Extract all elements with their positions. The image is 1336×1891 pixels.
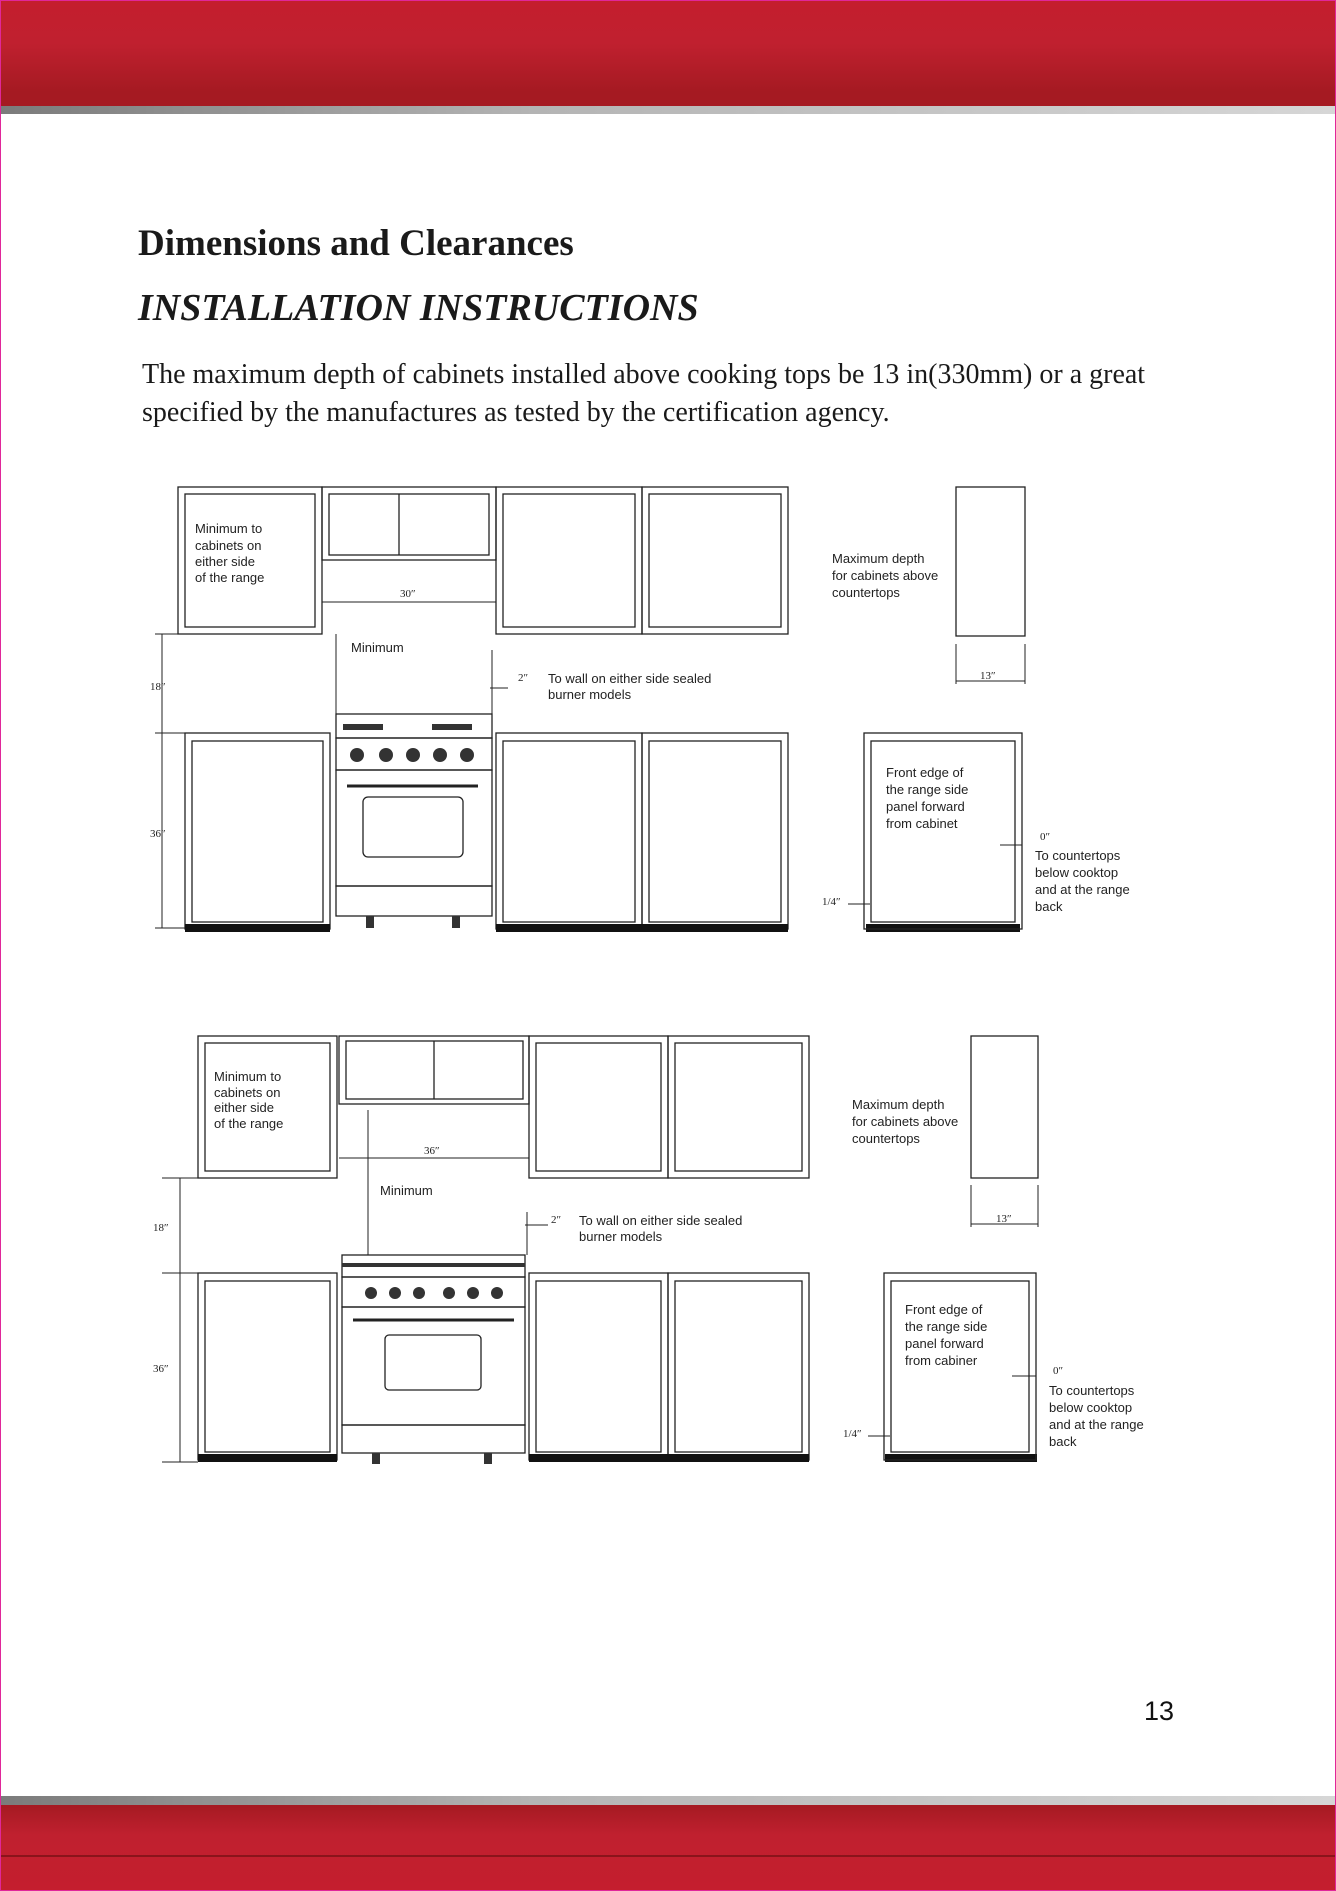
countertop-label-3: and at the range	[1049, 1417, 1144, 1432]
front-edge-label-3: panel forward	[886, 799, 965, 814]
front-edge-label-1: Front edge of	[886, 765, 964, 780]
page-subtitle: INSTALLATION INSTRUCTIONS	[138, 287, 699, 329]
max-depth-label-1: Maximum depth	[852, 1097, 945, 1112]
max-depth-label-3: countertops	[852, 1131, 920, 1146]
wall-label-2: burner models	[579, 1229, 663, 1244]
depth-dim: 13″	[996, 1213, 1012, 1225]
countertop-label-3: and at the range	[1035, 882, 1130, 897]
front-edge-label-3: panel forward	[905, 1336, 984, 1351]
intro-paragraph: The maximum depth of cabinets installed above cooking tops be 13 in(330mm) or a great specified by the manufactures as tested by the certification agency.	[142, 359, 1146, 428]
wall-label-1: To wall on either side sealed	[548, 671, 712, 686]
max-depth-label-3: countertops	[832, 585, 900, 600]
page-title: Dimensions and Clearances	[138, 223, 574, 264]
min-cabinets-label-2: cabinets on	[195, 538, 262, 553]
minimum-label: Minimum	[351, 640, 404, 655]
footer-line	[0, 1855, 1336, 1857]
height-upper-dim: 18″	[150, 681, 166, 693]
min-cabinets-label-2: cabinets on	[214, 1085, 281, 1100]
countertop-label-4: back	[1035, 899, 1063, 914]
max-depth-label-2: for cabinets above	[832, 568, 939, 583]
footer-band	[0, 1805, 1336, 1891]
wall-label-2: burner models	[548, 687, 632, 702]
min-cabinets-label-4: of the range	[195, 570, 265, 585]
zero-dim: 0″	[1040, 831, 1051, 843]
front-edge-label-1: Front edge of	[905, 1302, 983, 1317]
min-cabinets-label-1: Minimum to	[214, 1069, 282, 1084]
countertop-label-2: below cooktop	[1049, 1400, 1133, 1415]
front-edge-label-2: the range side	[905, 1319, 988, 1334]
footer-stripe	[0, 1796, 1336, 1805]
width-dim: 36″	[424, 1145, 440, 1157]
countertop-label-2: below cooktop	[1035, 865, 1119, 880]
max-depth-label-1: Maximum depth	[832, 551, 925, 566]
zero-dim: 0″	[1053, 1365, 1064, 1377]
min-cabinets-label-3: either side	[195, 554, 255, 569]
width-dim: 30″	[400, 588, 416, 600]
minimum-label: Minimum	[380, 1183, 433, 1198]
wall-dim: 2″	[518, 672, 529, 684]
front-edge-label-4: from cabiner	[905, 1353, 978, 1368]
countertop-label-1: To countertops	[1049, 1383, 1135, 1398]
height-lower-dim: 36″	[153, 1363, 169, 1375]
max-depth-label-2: for cabinets above	[852, 1114, 959, 1129]
quarter-dim: 1/4″	[843, 1428, 862, 1440]
min-cabinets-label-1: Minimum to	[195, 521, 263, 536]
wall-label-1: To wall on either side sealed	[579, 1213, 743, 1228]
min-cabinets-label-4: of the range	[214, 1116, 284, 1131]
countertop-label-1: To countertops	[1035, 848, 1121, 863]
height-upper-dim: 18″	[153, 1222, 169, 1234]
min-cabinets-label-3: either side	[214, 1100, 274, 1115]
depth-dim: 13″	[980, 670, 996, 682]
front-edge-label-2: the range side	[886, 782, 969, 797]
page-number: 13	[1144, 1696, 1175, 1726]
height-lower-dim: 36″	[150, 828, 166, 840]
countertop-label-4: back	[1049, 1434, 1077, 1449]
front-edge-label-4: from cabinet	[886, 816, 958, 831]
quarter-dim: 1/4″	[822, 896, 841, 908]
wall-dim: 2″	[551, 1214, 562, 1226]
